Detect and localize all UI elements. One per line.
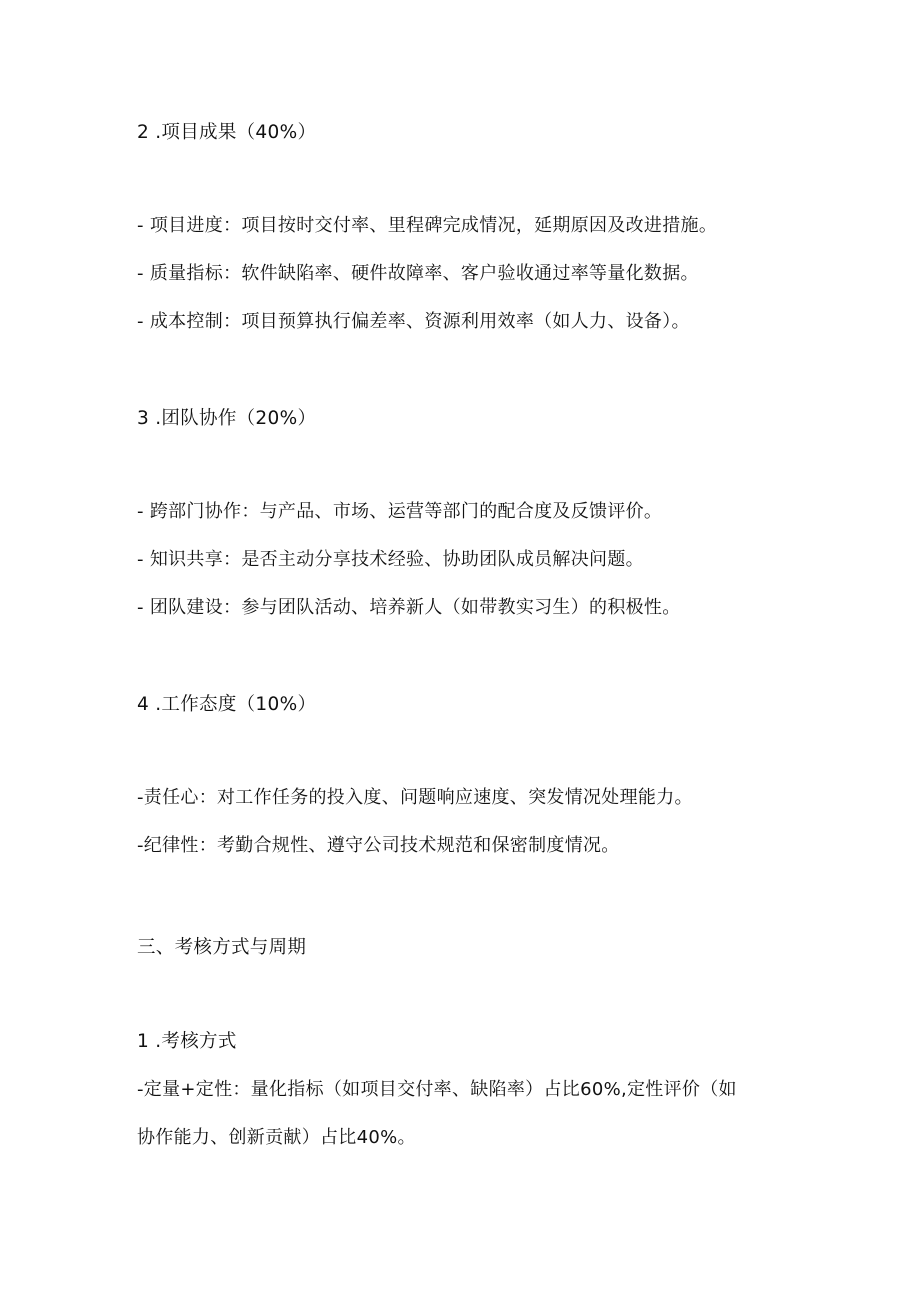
list-item-cost-control: - 成本控制：项目预算执行偏差率、资源利用效率（如人力、设备）。 — [137, 311, 690, 332]
section-heading-work-attitude: 4 .工作态度（10%） — [137, 694, 317, 715]
list-item-project-progress: - 项目进度：项目按时交付率、里程碑完成情况，延期原因及改进措施。 — [137, 215, 718, 236]
section-heading-project-results: 2 .项目成果（40%） — [137, 122, 317, 143]
list-item-discipline: -纪律性：考勤合规性、遵守公司技术规范和保密制度情况。 — [137, 835, 620, 856]
section-heading-team-collaboration: 3 .团队协作（20%） — [137, 408, 317, 429]
paragraph-line-2: 协作能力、创新贡献）占比40%。 — [137, 1127, 416, 1148]
subsection-heading: 1 .考核方式 — [137, 1031, 237, 1052]
list-item-responsibility: -责任心：对工作任务的投入度、问题响应速度、突发情况处理能力。 — [137, 787, 693, 808]
list-item-team-building: - 团队建设：参与团队活动、培养新人（如带教实习生）的积极性。 — [137, 597, 681, 618]
list-item-knowledge-sharing: - 知识共享：是否主动分享技术经验、协助团队成员解决问题。 — [137, 549, 644, 570]
list-item-quality-metrics: - 质量指标：软件缺陷率、硬件故障率、客户验收通过率等量化数据。 — [137, 263, 699, 284]
list-item-cross-department: - 跨部门协作：与产品、市场、运营等部门的配合度及反馈评价。 — [137, 501, 663, 522]
paragraph-line-1: -定量+定性：量化指标（如项目交付率、缺陷率）占比60%,定性评价（如 — [137, 1079, 737, 1100]
chapter-heading: 三、考核方式与周期 — [137, 937, 307, 958]
